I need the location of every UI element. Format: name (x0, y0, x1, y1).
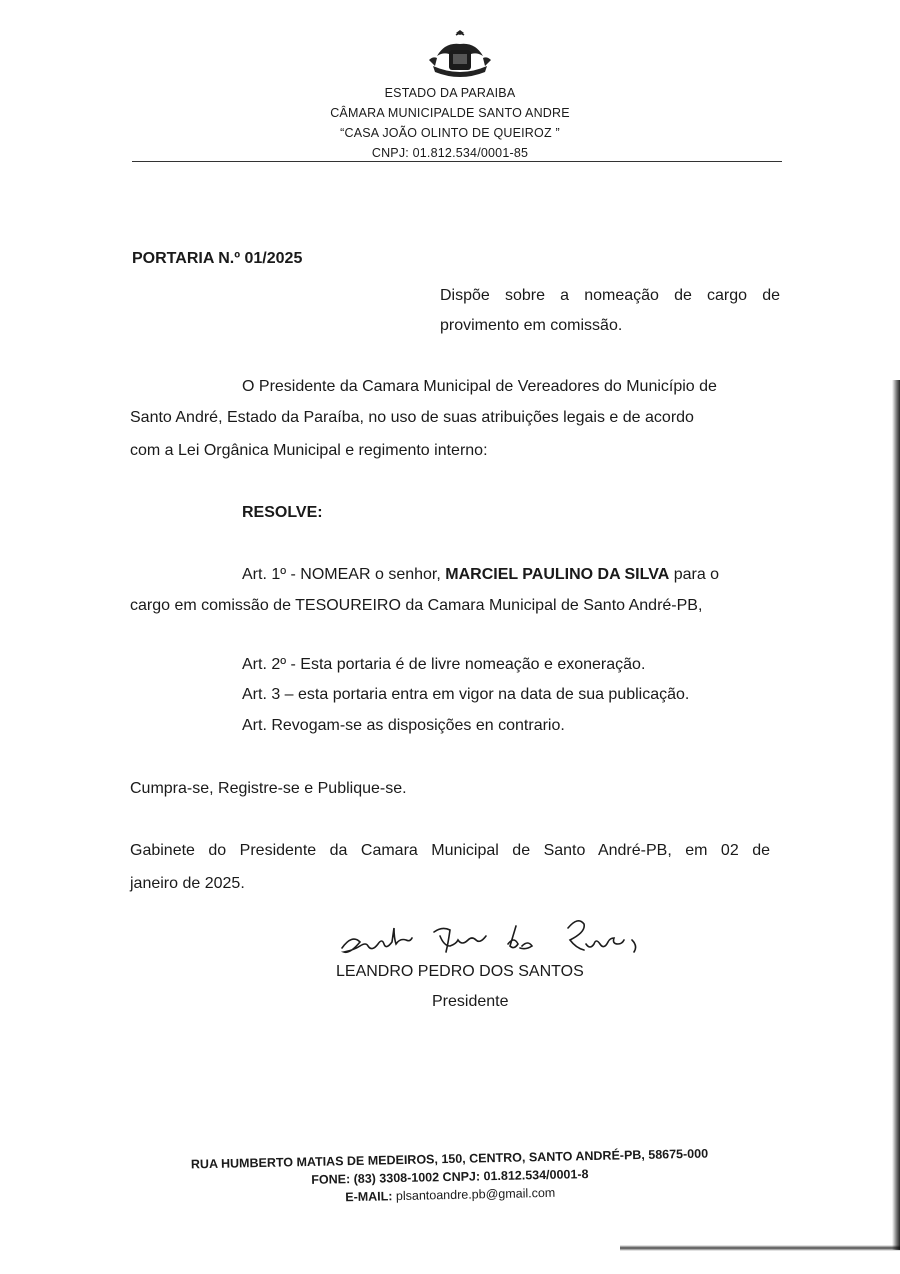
scan-binding-shadow (892, 380, 900, 1250)
footer-email-label: E-MAIL: (345, 1189, 397, 1205)
footer-email: plsantoandre.pb@gmail.com (395, 1185, 556, 1204)
appointee-name: MARCIEL PAULINO DA SILVA (445, 566, 670, 583)
article-1-line-1 (242, 565, 719, 585)
summary-line-1: Dispõe sobre a nomeação de cargo de (440, 287, 780, 304)
article-2: Art. 2º - Esta portaria é de livre nomeação e exoneração. (242, 656, 646, 673)
footer (0, 1143, 900, 1212)
footer-phone: FONE: (83) 3308-1002 CNPJ: 01.812.534/0001-8 (311, 1167, 589, 1187)
article-4: Art. Revogam-se as disposições en contrario. (242, 717, 565, 734)
scan-bottom-edge (620, 1245, 900, 1251)
signatory-role: Presidente (432, 993, 509, 1010)
document-title: PORTARIA N.º 01/2025 (132, 250, 303, 267)
place-date-line-2: janeiro de 2025. (130, 875, 245, 892)
preamble-line-1: O Presidente da Camara Municipal de Vereadores do Município de (242, 378, 717, 395)
preamble-line-3: com a Lei Orgânica Municipal e regimento interno: (130, 442, 488, 459)
article-3: Art. 3 – esta portaria entra em vigor na data de sua publicação. (242, 686, 690, 703)
resolve-heading: RESOLVE: (242, 504, 323, 521)
handwritten-signature (336, 918, 656, 966)
article-1-line-2: cargo em comissão de TESOUREIRO da Camara Municipal de Santo André-PB, (130, 597, 703, 614)
header-cnpj: CNPJ: 01.812.534/0001-85 (371, 146, 529, 160)
summary-line-2: provimento em comissão. (440, 317, 623, 334)
place-date-line-1: Gabinete do Presidente da Camara Municipal de Santo André-PB, em 02 de (130, 842, 770, 859)
footer-address: RUA HUMBERTO MATIAS DE MEDEIROS, 150, CENTRO, SANTO ANDRÉ-PB, 58675-000 (190, 1146, 709, 1172)
article-1-prefix: Art. 1º - NOMEAR o senhor, (242, 566, 446, 583)
closing-statement: Cumpra-se, Registre-se e Publique-se. (130, 780, 407, 797)
coat-of-arms-icon (425, 26, 495, 82)
header-chamber: CÂMARA MUNICIPALDE SANTO ANDRE (330, 106, 570, 120)
preamble-line-2: Santo André, Estado da Paraíba, no uso de suas atribuições legais e de acordo (130, 409, 694, 426)
header-state: ESTADO DA PARAIBA (384, 86, 516, 100)
header-divider (132, 161, 782, 162)
article-1-suffix: para o (669, 566, 720, 583)
header-house: “CASA JOÃO OLINTO DE QUEIROZ ” (340, 126, 560, 140)
signatory-name: LEANDRO PEDRO DOS SANTOS (336, 963, 584, 980)
